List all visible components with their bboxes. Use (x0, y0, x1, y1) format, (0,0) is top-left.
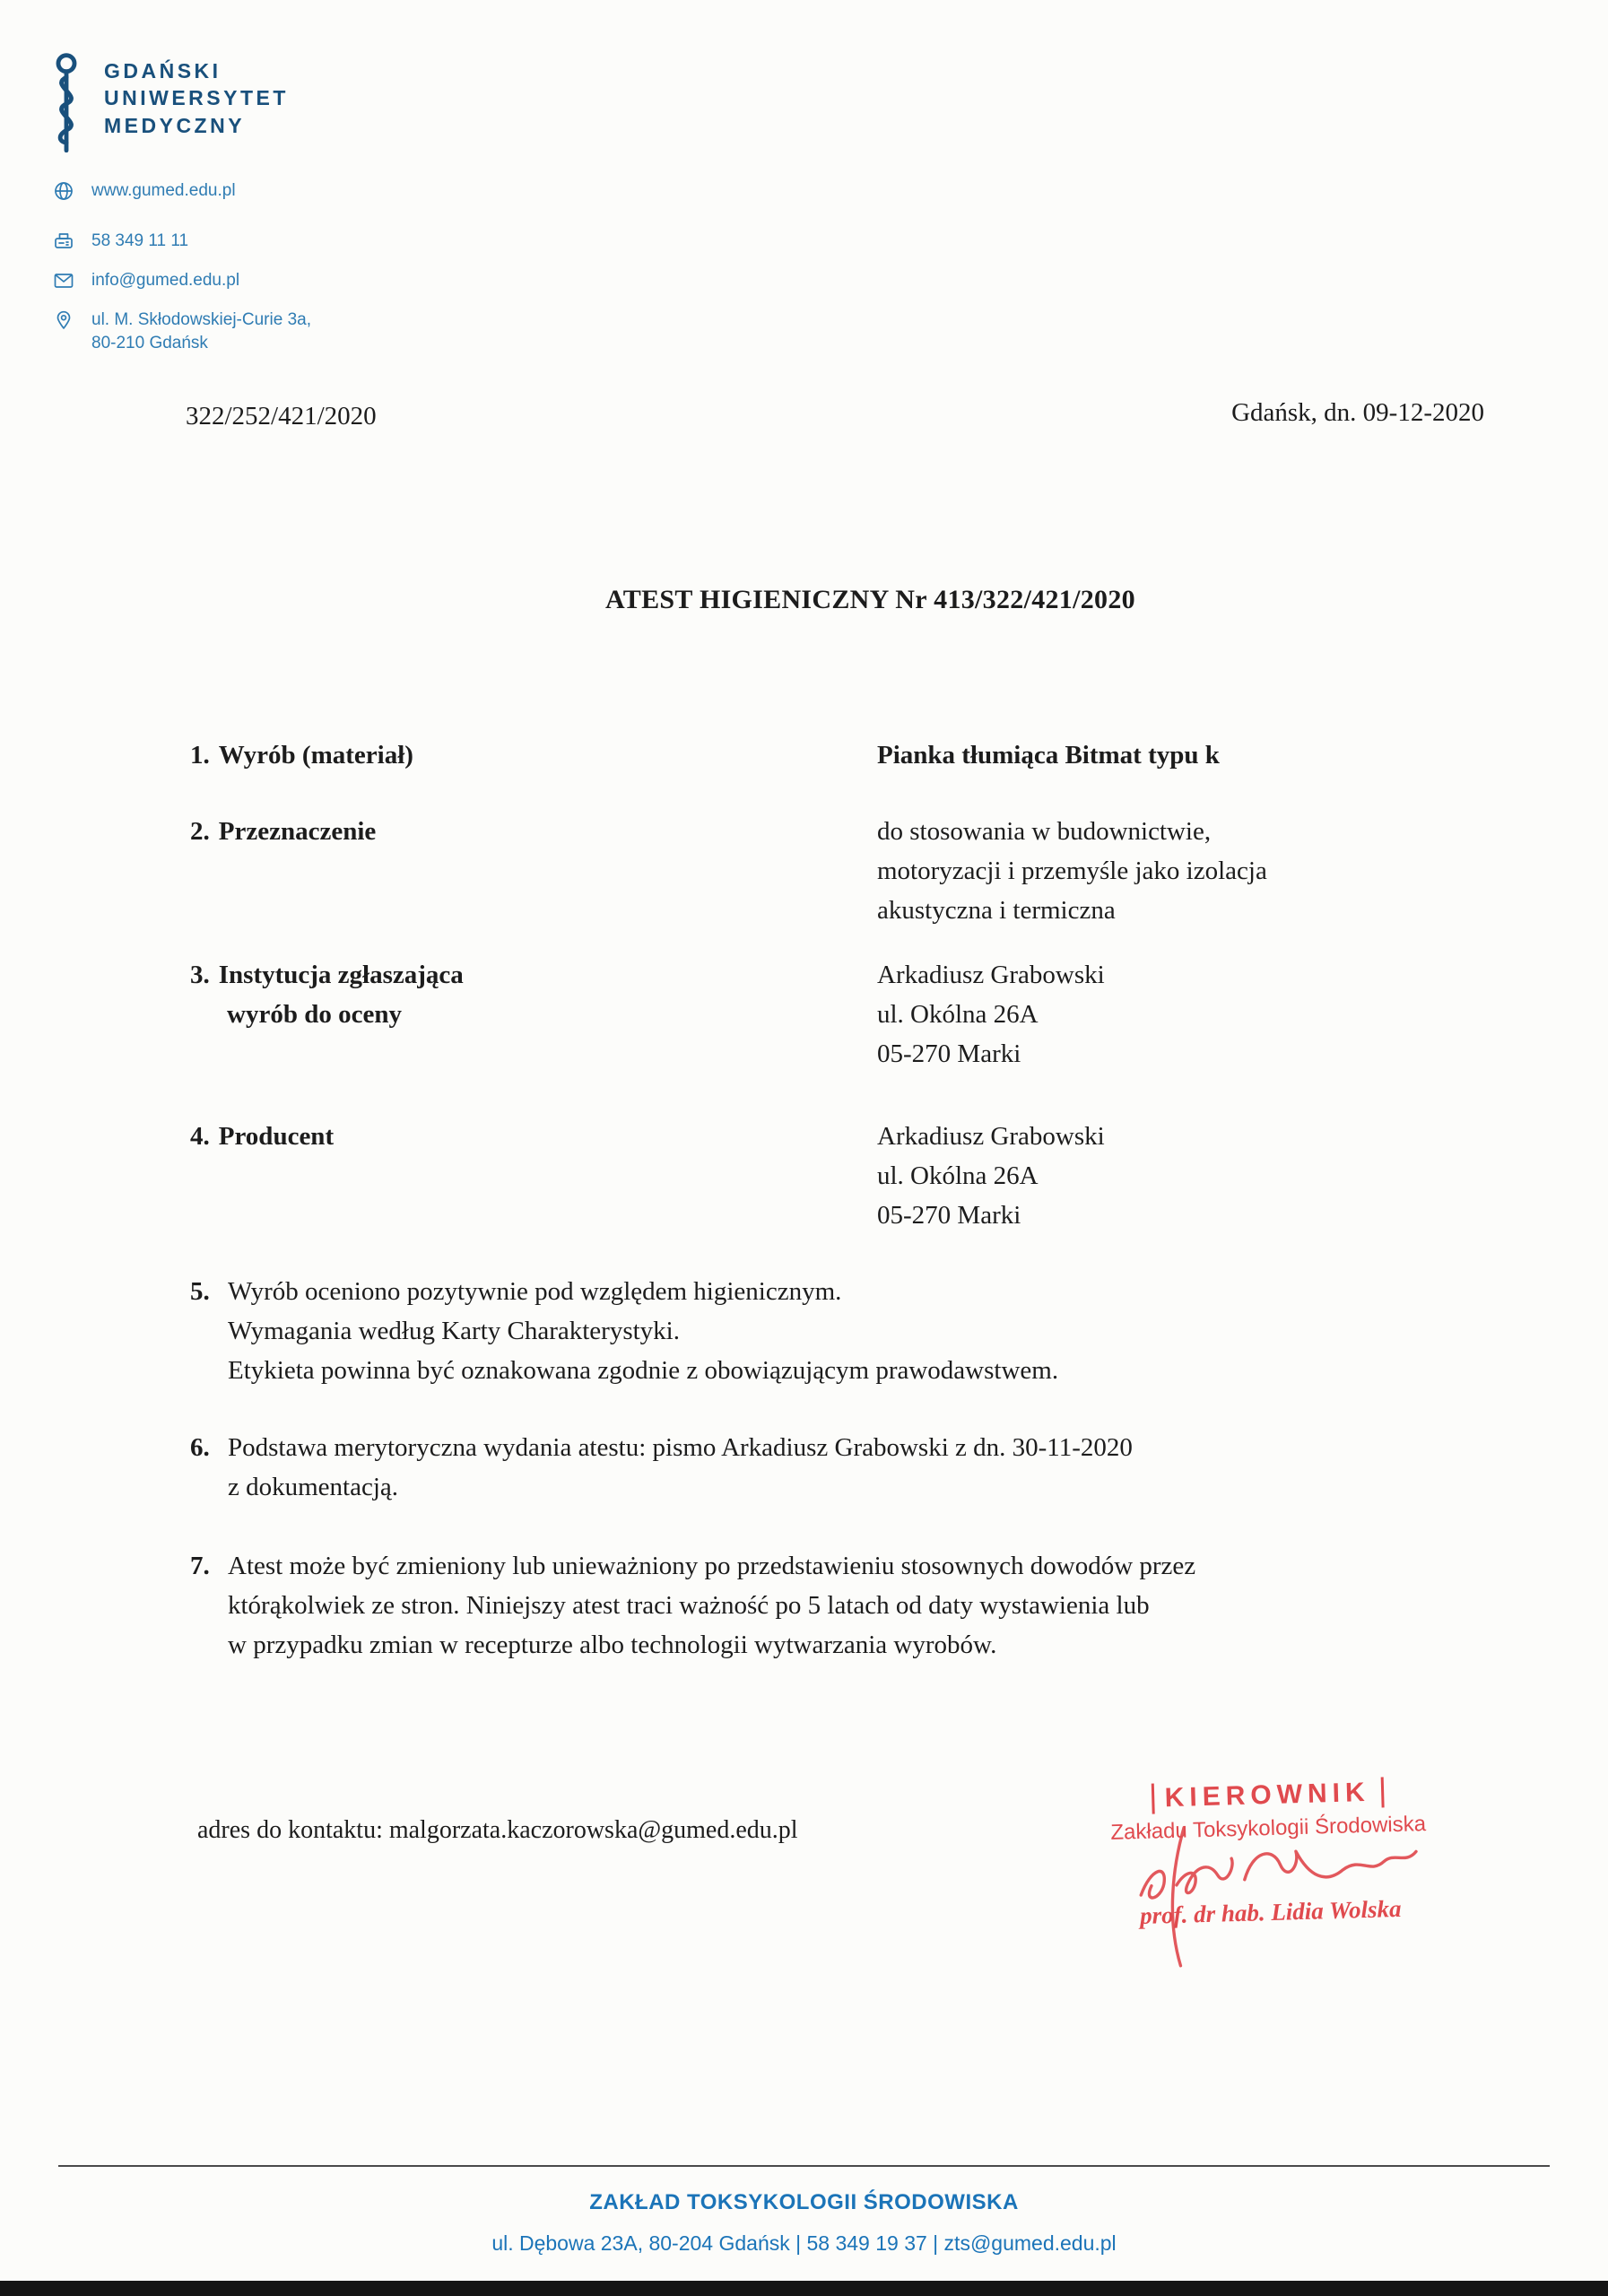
envelope-icon (52, 269, 75, 291)
document-title: ATEST HIGIENICZNY Nr 413/322/421/2020 (605, 585, 1135, 614)
letterhead (43, 52, 289, 152)
footer-divider (58, 2165, 1550, 2167)
university-name-line: UNIWERSYTET (104, 86, 289, 110)
item-product (190, 735, 1499, 775)
item-label: Wyrób (materiał) (218, 741, 413, 770)
paragraph-validity (190, 1546, 1526, 1665)
fax-icon (52, 230, 75, 252)
globe-icon (52, 179, 75, 202)
contact-list (52, 179, 311, 371)
paragraph-number: 6. (190, 1433, 210, 1462)
address-text: ul. M. Skłodowskiej-Curie 3a, 80-210 Gdańsk (91, 310, 311, 352)
university-name-line: MEDYCZNY (104, 113, 246, 137)
place-and-date: Gdańsk, dn. 09-12-2020 (1231, 398, 1484, 427)
item-number: 3. (190, 961, 210, 989)
paragraph-line: w przypadku zmian w recepturze albo technologii wytwarzania wyrobów. (228, 1631, 997, 1659)
paragraph-line: z dokumentacją. (228, 1473, 399, 1501)
contact-address-line: adres do kontaktu: malgorzata.kaczorowska@gumed.edu.pl (197, 1816, 798, 1844)
footer-department: ZAKŁAD TOKSYKOLOGII ŚRODOWISKA (589, 2190, 1019, 2214)
item-value: ul. Okólna 26A (877, 1000, 1039, 1029)
footer-address: ul. Dębowa 23A, 80-204 Gdańsk | 58 349 19 37 | zts@gumed.edu.pl (491, 2231, 1117, 2255)
phone-text: 58 349 11 11 (91, 231, 189, 250)
paragraph-line: którąkolwiek ze stron. Niniejszy atest traci ważność po 5 latach od daty wystawienia lub (228, 1591, 1150, 1620)
item-label-line2: wyrób do oceny (227, 1000, 402, 1029)
stamp-signatory-name: prof. dr hab. Lidia Wolska (1139, 1894, 1402, 1930)
paragraph-basis (190, 1428, 1526, 1507)
university-name-line: GDAŃSKI (104, 59, 222, 83)
university-logo-icon (43, 52, 90, 152)
paragraph-assessment (190, 1272, 1526, 1390)
item-value: ul. Okólna 26A (877, 1161, 1039, 1190)
website-text: www.gumed.edu.pl (91, 181, 236, 200)
stamp-subtitle: Zakładu Toksykologii Środowiska (1110, 1812, 1427, 1845)
item-label: Przeznaczenie (218, 817, 377, 846)
paragraph-line: Wyrób oceniono pozytywnie pod względem higienicznym. (228, 1277, 842, 1306)
stamp-title: KIEROWNIK (1151, 1777, 1384, 1813)
item-submitting-institution (190, 955, 1499, 1074)
item-value: motoryzacji i przemyśle jako izolacja (877, 857, 1267, 885)
paragraph-line: Atest może być zmieniony lub unieważniony po przedstawieniu stosownych dowodów przez (228, 1552, 1196, 1580)
contact-phone (52, 230, 311, 253)
item-value: Arkadiusz Grabowski (877, 961, 1105, 989)
item-value: 05-270 Marki (877, 1039, 1021, 1068)
contact-email (52, 269, 311, 292)
university-name (104, 52, 289, 139)
email-text: info@gumed.edu.pl (91, 271, 240, 290)
location-pin-icon (52, 309, 75, 331)
item-label: Instytucja zgłaszająca (218, 961, 464, 989)
item-number: 4. (190, 1122, 210, 1151)
item-number: 1. (190, 741, 210, 770)
item-producer (190, 1117, 1499, 1235)
paragraph-number: 7. (190, 1552, 210, 1580)
item-purpose (190, 812, 1499, 930)
item-value: Arkadiusz Grabowski (877, 1122, 1105, 1151)
paragraph-line: Podstawa merytoryczna wydania atestu: pismo Arkadiusz Grabowski z dn. 30-11-2020 (228, 1433, 1133, 1462)
item-number: 2. (190, 817, 210, 846)
contact-address (52, 309, 311, 355)
item-value: do stosowania w budownictwie, (877, 817, 1212, 846)
paragraph-number: 5. (190, 1277, 210, 1306)
paragraph-line: Etykieta powinna być oznakowana zgodnie z obowiązującym prawodawstwem. (228, 1356, 1059, 1385)
paragraph-line: Wymagania według Karty Charakterystyki. (228, 1317, 680, 1345)
item-label: Producent (218, 1122, 335, 1151)
scan-edge-bar (0, 2281, 1608, 2296)
contact-website (52, 179, 311, 203)
item-value: 05-270 Marki (877, 1201, 1021, 1230)
item-value: akustyczna i termiczna (877, 896, 1116, 925)
item-value: Pianka tłumiąca Bitmat typu k (877, 741, 1220, 770)
approval-stamp (1079, 1775, 1459, 1932)
reference-number: 322/252/421/2020 (186, 402, 377, 430)
